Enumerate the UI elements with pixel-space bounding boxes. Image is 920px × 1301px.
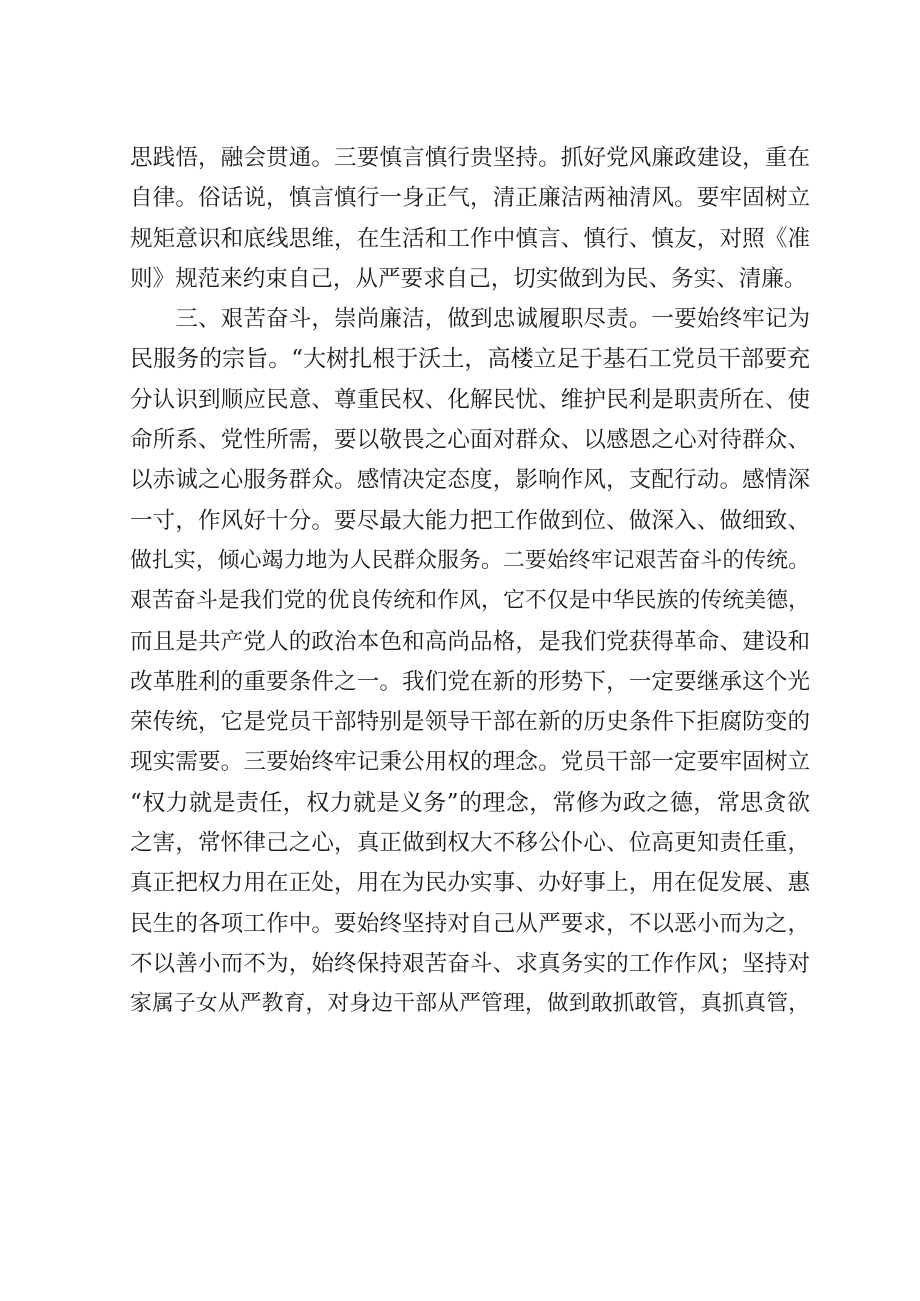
text-line: 命所系、党性所需，要以敬畏之心面对群众、以感恩之心对待群众、 <box>130 427 810 454</box>
text-line: 家属子女从严教育，对身边干部从严管理，做到敢抓敢管，真抓真管， <box>130 991 810 1017</box>
text-line: 改革胜利的重要条件之一。我们党在新的形势下，一定要继承这个光 <box>130 668 810 695</box>
text-line: 则》规范来约束自己，从严要求自己，切实做到为民、务实、清廉。 <box>130 265 807 292</box>
text-line: “权力就是责任，权力就是义务”的理念，常修为政之德，常思贪欲 <box>130 789 810 816</box>
text-line: 分认识到顺应民意、尊重民权、化解民忧、维护民利是职责所在、使 <box>130 386 810 413</box>
text-line: 民生的各项工作中。要始终坚持对自己从严要求，不以恶小而为之， <box>130 910 810 937</box>
text-line: 艰苦奋斗是我们党的优良传统和作风，它不仅是中华民族的传统美德， <box>130 588 810 614</box>
text-line: 以赤诚之心服务群众。感情决定态度，影响作风，支配行动。感情深 <box>130 467 810 494</box>
text-line: 之害，常怀律己之心，真正做到权大不移公仆心、位高更知责任重， <box>130 830 810 857</box>
text-line: 做扎实，倾心竭力地为人民群众服务。二要始终牢记艰苦奋斗的传统。 <box>130 547 810 573</box>
text-line: 一寸，作风好十分。要尽最大能力把工作做到位、做深入、做细致、 <box>130 507 810 534</box>
text-line: 真正把权力用在正处，用在为民办实事、办好事上，用在促发展、惠 <box>130 870 810 897</box>
body-text <box>130 138 810 1025</box>
text-line: 而且是共产党人的政治本色和高尚品格，是我们党获得革命、建设和 <box>130 628 810 655</box>
text-line: 荣传统，它是党员干部特别是领导干部在新的历史条件下拒腐防变的 <box>130 709 810 736</box>
text-line: 民服务的宗旨。“大树扎根于沃土，高楼立足于基石工党员干部要充 <box>130 346 810 373</box>
text-line: 思践悟，融会贯通。三要慎言慎行贵坚持。抓好党风廉政建设，重在 <box>130 145 810 171</box>
text-line: 现实需要。三要始终牢记秉公用权的理念。党员干部一定要牢固树立 <box>130 749 810 776</box>
text-line: 三、艰苦奋斗，崇尚廉洁，做到忠诚履职尽责。一要始终牢记为 <box>130 306 810 333</box>
text-line: 不以善小而不为，始终保持艰苦奋斗、求真务实的工作作风；坚持对 <box>130 950 810 977</box>
text-line: 自律。俗话说，慎言慎行一身正气，清正廉洁两袖清风。要牢固树立 <box>130 185 810 212</box>
text-line: 规矩意识和底线思维，在生活和工作中慎言、慎行、慎友，对照《准 <box>130 225 810 252</box>
